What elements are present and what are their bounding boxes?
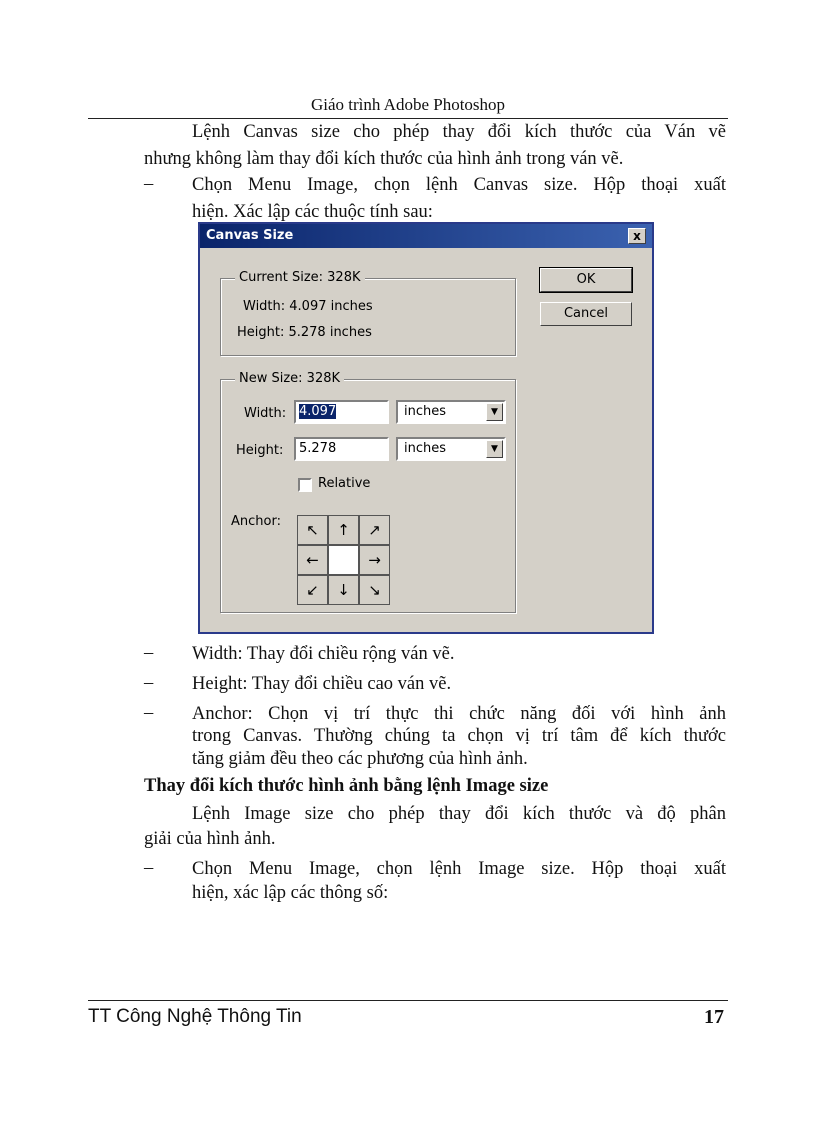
anchor-bottom-right[interactable]: ↘: [359, 575, 390, 605]
bullet-dash: –: [144, 703, 154, 723]
width-unit-value: inches: [404, 404, 447, 419]
anchor-bullet-line-1: Anchor: Chọn vị trí thực thi chức năng đối với hình ảnh: [192, 704, 726, 724]
new-size-legend: New Size: 328K: [235, 371, 344, 386]
canvas-size-dialog: [198, 222, 654, 634]
step2-line-1: Chọn Menu Image, chọn lệnh Image size. Hộp thoại xuất: [192, 859, 726, 879]
relative-checkbox[interactable]: [298, 478, 312, 492]
width-value: 4.097: [299, 404, 337, 419]
width-unit-select[interactable]: [396, 400, 506, 424]
cancel-button[interactable]: Cancel: [540, 302, 632, 326]
width-label: Width:: [244, 406, 287, 421]
anchor-center[interactable]: [328, 545, 359, 575]
dialog-title: Canvas Size: [206, 228, 294, 243]
anchor-bullet-line-2: trong Canvas. Thường chúng ta chọn vị trí tâm để kích thước: [192, 726, 726, 746]
close-button[interactable]: [628, 228, 646, 244]
image-intro-line-1: Lệnh Image size cho phép thay đổi kích thước và độ phân: [192, 804, 726, 824]
chevron-down-icon: ▼: [486, 440, 503, 458]
anchor-right[interactable]: →: [359, 545, 390, 575]
chevron-down-icon: ▼: [486, 403, 503, 421]
current-width-text: Width: 4.097 inches: [243, 299, 373, 314]
current-size-group: [220, 270, 516, 356]
current-height-text: Height: 5.278 inches: [237, 325, 372, 340]
anchor-bottom[interactable]: ↓: [328, 575, 359, 605]
dialog-titlebar[interactable]: [200, 224, 652, 248]
anchor-bullet-line-3: tăng giảm đều theo các phương của hình ảnh.: [192, 749, 528, 769]
step1-line-2: hiện. Xác lập các thuộc tính sau:: [192, 202, 433, 222]
height-unit-select[interactable]: [396, 437, 506, 461]
bullet-width: Width: Thay đổi chiều rộng ván vẽ.: [192, 644, 455, 664]
bullet-height: Height: Thay đổi chiều cao ván vẽ.: [192, 674, 452, 694]
anchor-left[interactable]: ←: [297, 545, 328, 575]
current-size-legend: Current Size: 328K: [235, 270, 365, 285]
step2-line-2: hiện, xác lập các thông số:: [192, 883, 389, 903]
image-intro-line-2: giải của hình ảnh.: [144, 829, 276, 849]
height-value: 5.278: [299, 441, 337, 456]
relative-label: Relative: [318, 476, 371, 491]
step1-line-1: Chọn Menu Image, chọn lệnh Canvas size. Hộp thoại xuất: [192, 175, 726, 195]
page-number: 17: [704, 1006, 724, 1028]
bullet-dash: –: [144, 673, 154, 693]
height-unit-value: inches: [404, 441, 447, 456]
page-header-title: Giáo trình Adobe Photoshop: [310, 95, 506, 114]
height-label: Height:: [236, 443, 284, 458]
ok-button[interactable]: OK: [540, 268, 632, 292]
anchor-top-right[interactable]: ↗: [359, 515, 390, 545]
anchor-grid: [297, 515, 390, 605]
intro-line-2: nhưng không làm thay đổi kích thước của hình ảnh trong ván vẽ.: [144, 149, 624, 169]
footer-divider: [88, 1000, 728, 1001]
anchor-label: Anchor:: [231, 514, 281, 529]
section-heading: Thay đổi kích thước hình ảnh bằng lệnh Image size: [144, 776, 549, 796]
intro-line-1: Lệnh Canvas size cho phép thay đổi kích thước của Ván vẽ: [192, 122, 726, 142]
width-input[interactable]: [294, 400, 389, 424]
footer-org: TT Công Nghệ Thông Tin: [88, 1006, 302, 1027]
close-icon: x: [633, 229, 641, 243]
height-input[interactable]: [294, 437, 389, 461]
anchor-top[interactable]: ↑: [328, 515, 359, 545]
bullet-dash: –: [144, 643, 154, 663]
anchor-top-left[interactable]: ↖: [297, 515, 328, 545]
bullet-dash: –: [144, 858, 154, 878]
bullet-dash: –: [144, 174, 154, 194]
anchor-bottom-left[interactable]: ↙: [297, 575, 328, 605]
